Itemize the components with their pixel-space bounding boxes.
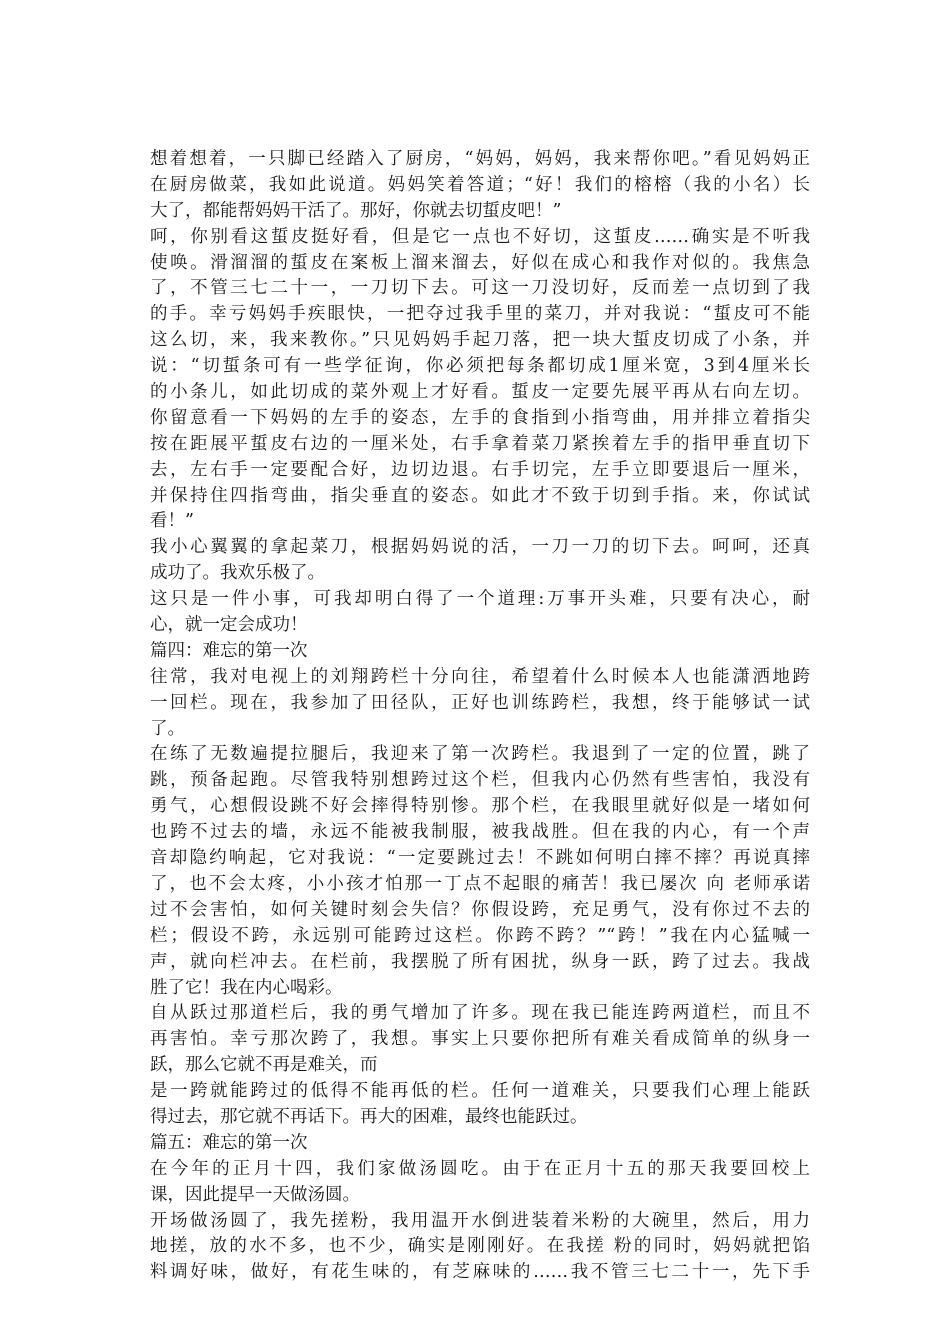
document-body (150, 147, 810, 1286)
text-line: 去，左右手一定要配合好，边切边退。右手切完，左手立即要退后一厘米， (150, 459, 810, 480)
text-line: 说：“切蜇条可有一些学征询，你必须把每条都切成1厘米宽，3到4厘米长 (150, 356, 810, 377)
text-line: 的小条儿，如此切成的菜外观上才好看。蜇皮一定要先展平再从右向左切。 (150, 382, 810, 403)
text-line: 在练了无数遍提拉腿后，我迎来了第一次跨栏。我退到了一定的位置，跳了 (150, 744, 810, 765)
text-line: 过不会害怕，如何关键时刻会失信？你假设跨，充足勇气，没有你过不去的 (150, 899, 810, 920)
text-line: 呵，你别看这蜇皮挺好看，但是它一点也不好切，这蜇皮……确实是不听我 (150, 226, 810, 247)
text-line: 音却隐约响起，它对我说：“一定要跳过去！不跳如何明白摔不摔？再说真摔 (150, 848, 810, 869)
text-line: 声，就向栏冲去。在栏前，我摆脱了所有困扰，纵身一跃，跨了过去。我战 (150, 951, 810, 972)
text-line: 的手。幸亏妈妈手疾眼快，一把夺过我手里的菜刀，并对我说：“蜇皮可不能 (150, 304, 810, 325)
text-line: 跳，预备起跑。尽管我特别想跨过这个栏，但我内心仍然有些害怕，我没有 (150, 770, 810, 791)
text-line: 胜了它！我在内心喝彩。 (150, 977, 343, 998)
text-line: 得过去，那它就不再话下。再大的困难，最终也能跃过。 (150, 1106, 588, 1127)
text-line: 篇五：难忘的第一次 (150, 1132, 308, 1153)
text-line: 也跨不过去的墙，永远不能被我制服，被我战胜。但在我的内心，有一个声 (150, 822, 810, 843)
text-line: 再害怕。幸亏那次跨了，我想。事实上只要你把所有难关看成简单的纵身一 (150, 1029, 810, 1050)
text-line: 在厨房做菜，我如此说道。妈妈笑着答道；“好！我们的榕榕（我的小名）长 (150, 174, 810, 195)
text-line: 心，就一定会成功！ (150, 615, 308, 636)
text-line: 篇四：难忘的第一次 (150, 640, 308, 661)
text-line: 成功了。我欢乐极了。 (150, 563, 325, 584)
text-line: 栏；假设不跨，永远别可能跨过这栏。你跨不跨？”“跨！”我在内心猛喊一 (150, 925, 810, 946)
text-line: 了，也不会太疼，小小孩才怕那一丁点不起眼的痛苦！我已屡次 向 老师承诺 (150, 873, 810, 894)
text-line: 我小心翼翼的拿起菜刀，根据妈妈说的活，一刀一刀的切下去。呵呵，还真 (150, 537, 810, 558)
text-line: 大了，都能帮妈妈干活了。那好，你就去切蜇皮吧！” (150, 200, 562, 221)
text-line: 这么切，来，我来教你。”只见妈妈手起刀落，把一块大蜇皮切成了小条，并 (150, 330, 810, 351)
text-line: 使唤。滑溜溜的蜇皮在案板上溜来溜去，好似在成心和我作对似的。我焦急 (150, 252, 810, 273)
text-line: 并保持住四指弯曲，指尖垂直的姿态。如此才不致于切到手指。来，你试试 (150, 485, 810, 506)
text-line: 是一跨就能跨过的低得不能再低的栏。任何一道难关，只要我们心理上能跃 (150, 1081, 810, 1102)
text-line: 跃，那么它就不再是难关，而 (150, 1055, 378, 1076)
text-line: 看！” (150, 511, 194, 532)
text-line: 开场做汤圆了，我先搓粉，我用温开水倒进装着米粉的大碗里，然后，用力 (150, 1210, 810, 1231)
text-line: 想着想着，一只脚已经踏入了厨房，“妈妈，妈妈，我来帮你吧。”看见妈妈正 (150, 149, 810, 169)
text-line: 了。 (150, 718, 185, 739)
text-line: 勇气，心想假设跳不好会摔得特别惨。那个栏，在我眼里就好似是一堵如何 (150, 796, 810, 817)
text-line: 地搓，放的水不多，也不少，确实是刚刚好。在我搓 粉的同时，妈妈就把馅 (150, 1236, 810, 1257)
text-line: 料调好味，做好，有花生味的，有芝麻味的……我不管三七二十一，先下手 (150, 1262, 810, 1283)
text-line: 这只是一件小事，可我却明白得了一个道理:万事开头难，只要有决心，耐 (150, 589, 810, 610)
text-line: 了，不管三七二十一，一刀切下去。可这一刀没切好，反而差一点切到了我 (150, 278, 810, 299)
text-line: 在今年的正月十四，我们家做汤圆吃。由于在正月十五的那天我要回校上 (150, 1158, 810, 1179)
text-line: 往常，我对电视上的刘翔跨栏十分向往，希望着什么时候本人也能潇洒地跨 (150, 666, 810, 687)
text-line: 课，因此提早一天做汤圆。 (150, 1184, 360, 1205)
text-line: 你留意看一下妈妈的左手的姿态，左手的食指到小指弯曲，用并排立着指尖 (150, 407, 810, 428)
text-line: 一回栏。现在，我参加了田径队，正好也训练跨栏，我想，终于能够试一试 (150, 692, 810, 713)
text-line: 按在距展平蜇皮右边的一厘米处，右手拿着菜刀紧挨着左手的指甲垂直切下 (150, 433, 810, 454)
text-line: 自从跃过那道栏后，我的勇气增加了许多。现在我已能连跨两道栏，而且不 (150, 1003, 810, 1024)
